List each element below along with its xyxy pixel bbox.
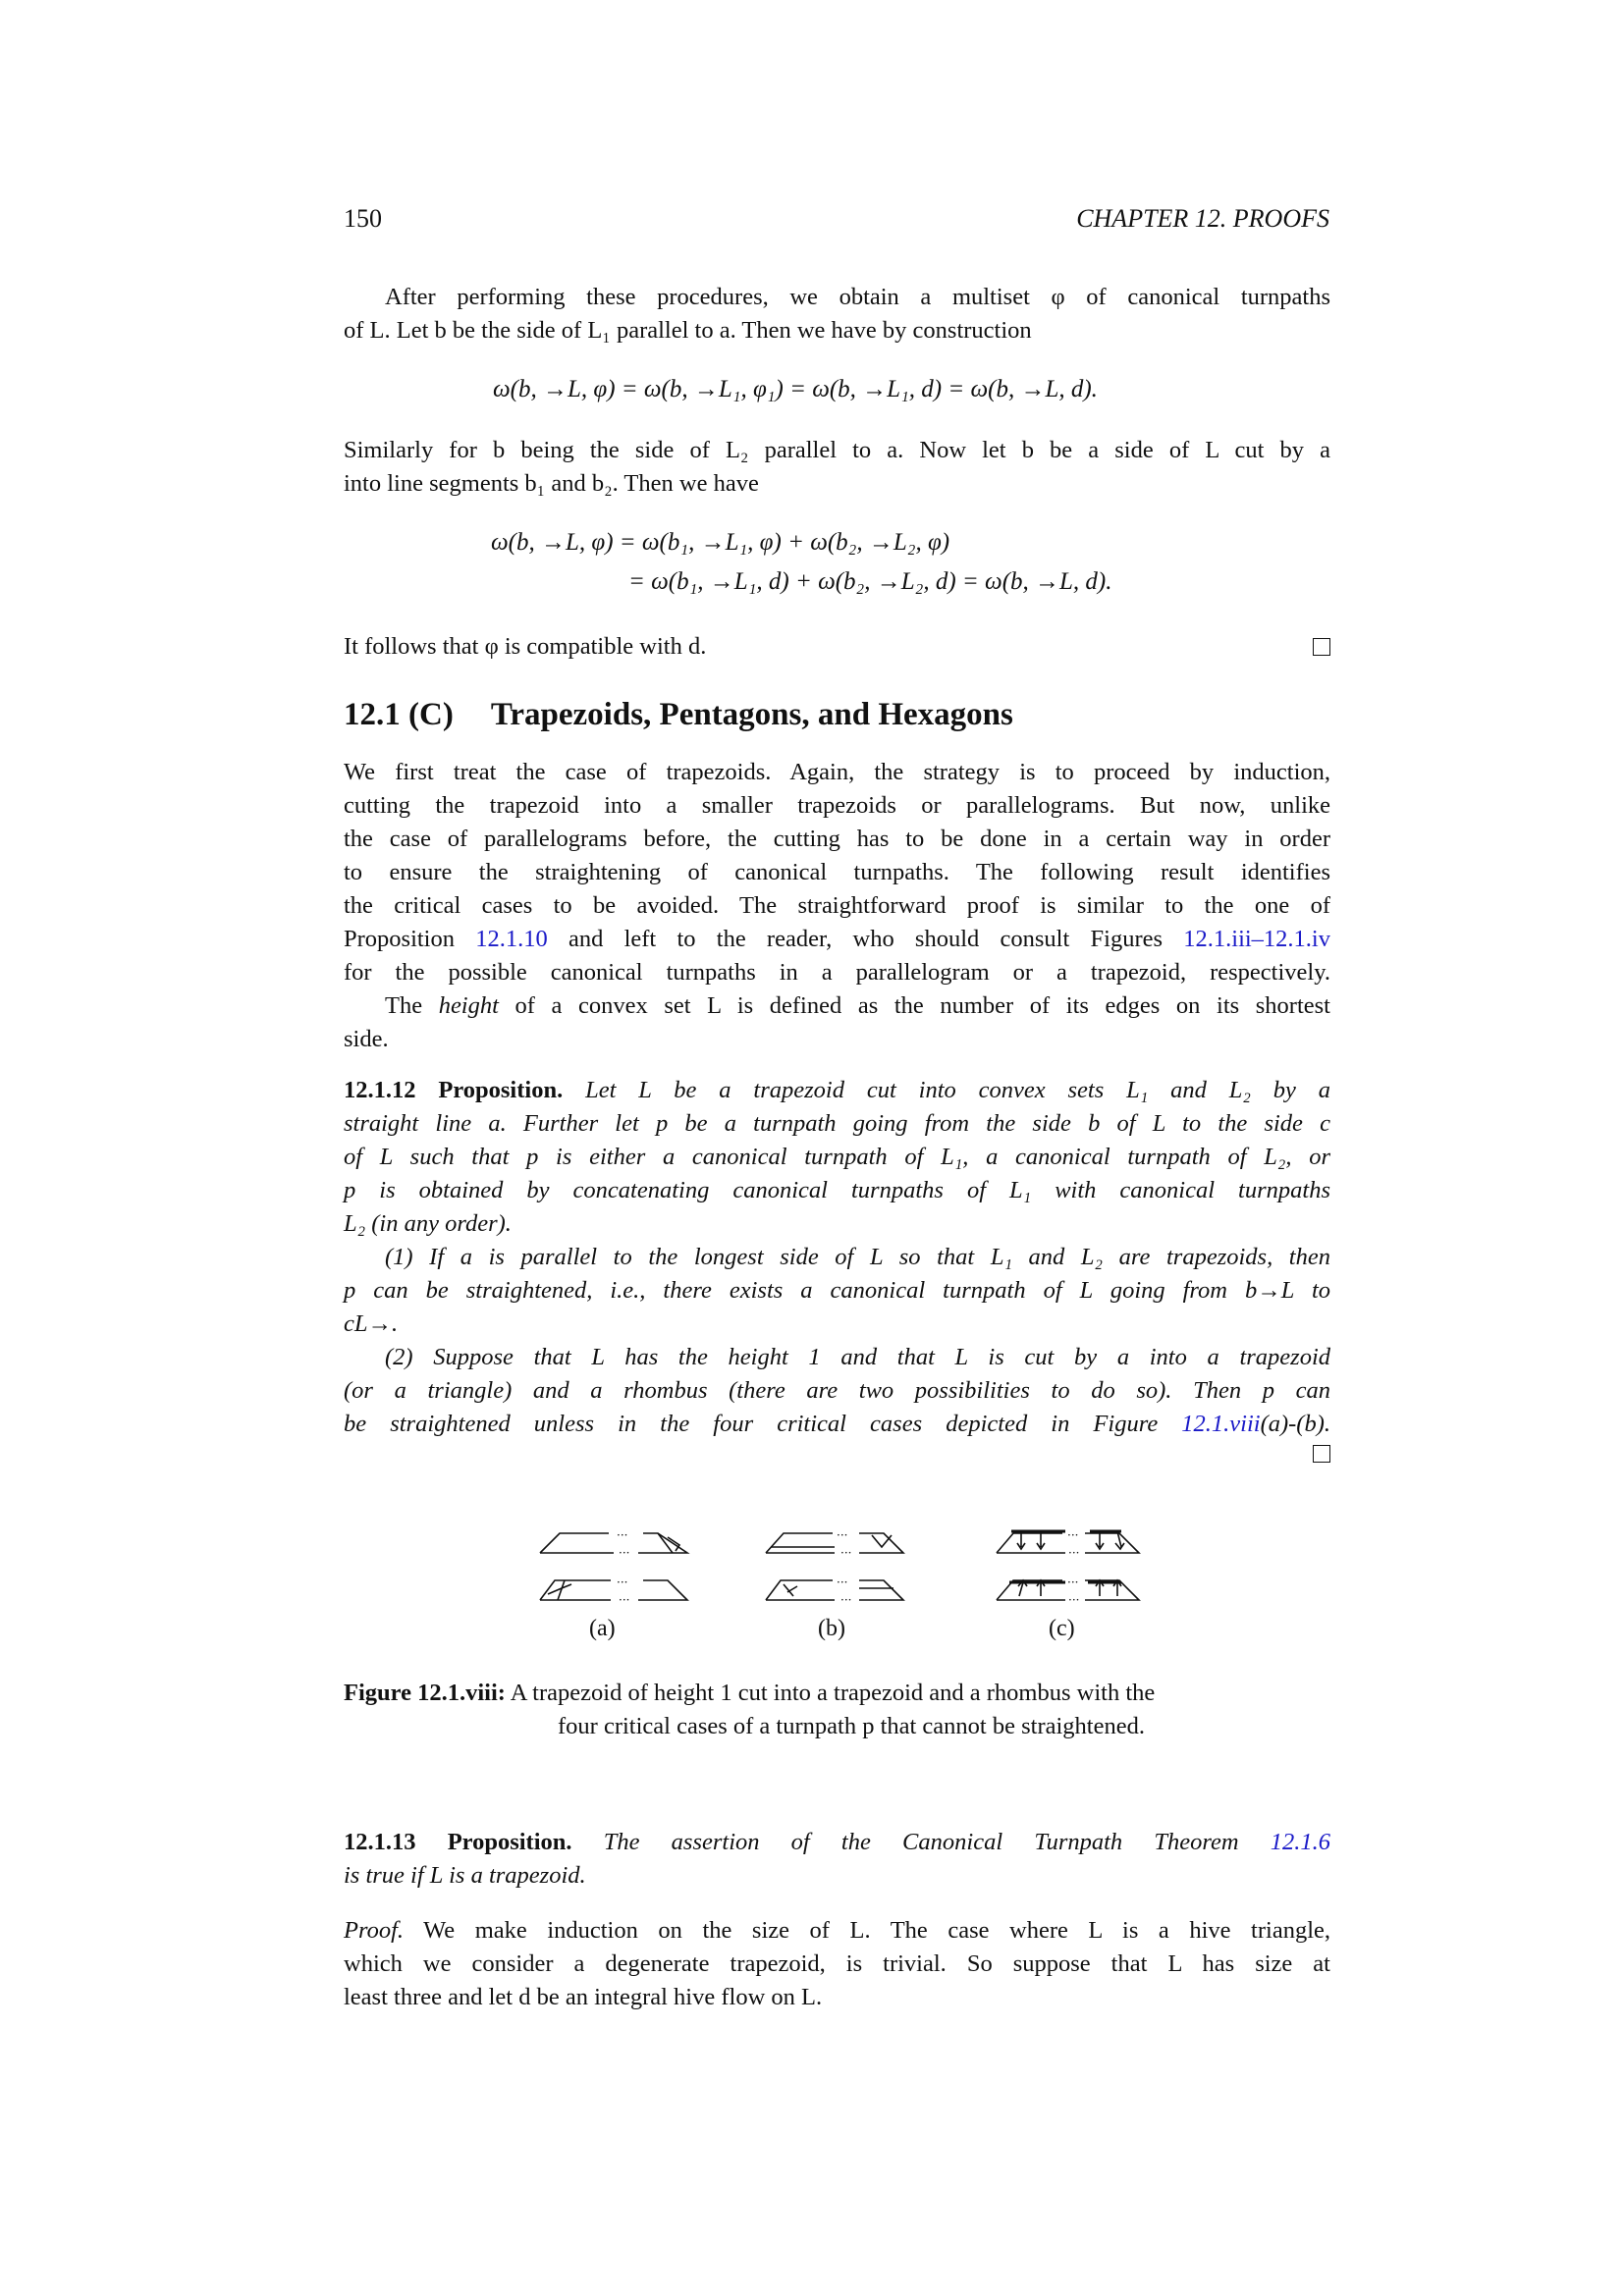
proof-line1 xyxy=(344,1914,1330,1948)
p1-line1: After performing these procedures, we obtain a multiset φ of canonical turnpaths xyxy=(385,284,1330,310)
qed-box-2 xyxy=(1313,1445,1330,1463)
p5-line2: side. xyxy=(344,1026,389,1052)
equation-2-line2: = ω(b₁, →L₁, d) + ω(b₂, →L₂, d) = ω(b, →L, d). xyxy=(628,568,1112,595)
figure-label-a: (a) xyxy=(589,1616,616,1641)
svg-text:···: ··· xyxy=(837,1528,848,1542)
p4-line6-a: Proposition xyxy=(344,926,476,952)
figure-c-top xyxy=(997,1528,1139,1560)
prop13-l1a: The assertion of the Canonical Turnpath Theorem xyxy=(603,1829,1271,1855)
svg-text:···: ··· xyxy=(617,1528,628,1542)
figure-label-c: (c) xyxy=(1049,1616,1075,1641)
proof-l1: We make induction on the size of L. The case where L is a hive triangle, xyxy=(423,1917,1331,1944)
figure-caption-text1: A trapezoid of height 1 cut into a trapezoid and a rhombus with the xyxy=(510,1680,1156,1706)
p2-line2: into line segments b₁ and b₂. Then we have xyxy=(344,470,759,497)
figure-caption-label: Figure 12.1.viii: xyxy=(344,1680,506,1706)
prop12-line10: (or a triangle) and a rhombus (there are two possibilities to do so). Then p can xyxy=(344,1377,1330,1404)
proof-line2: which we consider a degenerate trapezoid, is trivial. So suppose that L has size at xyxy=(344,1950,1330,1977)
svg-text:···: ··· xyxy=(617,1575,628,1589)
prop12-line5: L₂ (in any order). xyxy=(344,1210,512,1237)
equation-1: ω(b, →L, φ) = ω(b, →L₁, φ₁) = ω(b, →L₁, d) = ω(b, →L, d). xyxy=(493,376,1098,402)
prop13-line2: is true if L is a trapezoid. xyxy=(344,1862,586,1889)
svg-text:···: ··· xyxy=(1067,1575,1079,1589)
p4-line7: for the possible canonical turnpaths in a parallelogram or a trapezoid, respectively. xyxy=(344,959,1330,986)
running-header: CHAPTER 12. PROOFS xyxy=(1076,204,1329,233)
prop12-l11a: be straightened unless in the four critical cases depicted in Figure xyxy=(344,1411,1182,1437)
equation-2-line1: ω(b, →L, φ) = ω(b₁, →L₁, φ) + ω(b₂, →L₂, φ) xyxy=(491,529,950,556)
prop12-label: 12.1.12 Proposition. xyxy=(344,1077,564,1103)
p3: It follows that φ is compatible with d. xyxy=(344,633,707,660)
prop12-line8: cL→. xyxy=(344,1310,399,1337)
prop12-line2: straight line a. Further let p be a turnpath going from the side b of L to the side c xyxy=(344,1110,1330,1137)
svg-text:···: ··· xyxy=(840,1546,852,1560)
figure-caption-line1 xyxy=(344,1677,1330,1710)
prop12-l11b: (a)-(b). xyxy=(1260,1411,1330,1437)
figure-b-bottom xyxy=(766,1575,903,1607)
p4-line5: the critical cases to be avoided. The straightforward proof is similar to the one of xyxy=(344,892,1330,919)
proof-line3: least three and let d be an integral hive flow on L. xyxy=(344,1984,823,2010)
p4-line3: the case of parallelograms before, the cutting has to be done in a certain way in order xyxy=(344,826,1330,852)
p4-line1: We first treat the case of trapezoids. Again, the strategy is to proceed by induction, xyxy=(344,759,1330,785)
qed-box xyxy=(1313,638,1330,656)
p4-line4: to ensure the straightening of canonical turnpaths. The following result identifies xyxy=(344,859,1330,885)
figure-a-bottom xyxy=(540,1575,687,1607)
prop12-line3: of L such that p is either a canonical turnpath of L₁, a canonical turnpath of L₂, or xyxy=(344,1144,1330,1170)
figure-caption-line2: four critical cases of a turnpath p that cannot be straightened. xyxy=(558,1713,1145,1739)
p4-line6-b: and left to the reader, who should consult Figures xyxy=(547,926,1184,952)
p4-line2: cutting the trapezoid into a smaller trapezoids or parallelograms. But now, unlike xyxy=(344,792,1330,819)
svg-text:···: ··· xyxy=(1068,1546,1080,1560)
link-prop-12-1-10[interactable]: 12.1.10 xyxy=(475,926,548,952)
link-figures-iii-iv[interactable]: 12.1.iii–12.1.iv xyxy=(1183,926,1330,952)
prop12-line11 xyxy=(344,1408,1330,1441)
figure-a-top xyxy=(540,1528,687,1560)
link-figure-viii[interactable]: 12.1.viii xyxy=(1181,1411,1261,1437)
prop12-line7: p can be straightened, i.e., there exists a canonical turnpath of L going from b→L to xyxy=(344,1277,1330,1304)
svg-text:···: ··· xyxy=(619,1593,630,1607)
prop12-line6: (1) If a is parallel to the longest side of L so that L₁ and L₂ are trapezoids, then xyxy=(385,1244,1330,1270)
p5-b: of a convex set L is defined as the number of its edges on its shortest xyxy=(498,992,1330,1019)
prop12-line1 xyxy=(344,1074,1330,1107)
p4-line6 xyxy=(344,923,1330,956)
svg-text:···: ··· xyxy=(1068,1593,1080,1607)
prop13-line1 xyxy=(344,1826,1330,1859)
figure-12-1-viii xyxy=(520,1502,1168,1629)
svg-text:···: ··· xyxy=(1067,1528,1079,1542)
proof-label: Proof. xyxy=(344,1917,405,1944)
svg-text:···: ··· xyxy=(840,1593,852,1607)
p1-line2: of L. Let b be the side of L₁ parallel to a. Then we have by construction xyxy=(344,317,1032,344)
p5-line1 xyxy=(385,989,1330,1023)
prop12-l1: Let L be a trapezoid cut into convex sets L₁ and L₂ by a xyxy=(585,1077,1330,1103)
p5-height-term: height xyxy=(438,992,499,1019)
link-theorem-12-1-6[interactable]: 12.1.6 xyxy=(1270,1829,1330,1855)
figure-c-bottom xyxy=(997,1575,1139,1607)
section-title: Trapezoids, Pentagons, and Hexagons xyxy=(490,697,1013,732)
prop12-line9: (2) Suppose that L has the height 1 and that L is cut by a into a trapezoid xyxy=(385,1344,1330,1370)
svg-text:···: ··· xyxy=(619,1546,630,1560)
figure-label-b: (b) xyxy=(818,1616,845,1641)
prop12-line4: p is obtained by concatenating canonical turnpaths of L₁ with canonical turnpaths xyxy=(344,1177,1330,1203)
section-heading xyxy=(344,697,1013,733)
figure-b-top xyxy=(766,1528,903,1560)
section-number: 12.1 (C) xyxy=(344,697,454,732)
svg-text:···: ··· xyxy=(837,1575,848,1589)
prop13-label: 12.1.13 Proposition. xyxy=(344,1829,572,1855)
p5-a: The xyxy=(385,992,439,1019)
p2-line1: Similarly for b being the side of L₂ parallel to a. Now let b be a side of L cut by a xyxy=(344,437,1330,463)
page-number: 150 xyxy=(344,204,382,233)
